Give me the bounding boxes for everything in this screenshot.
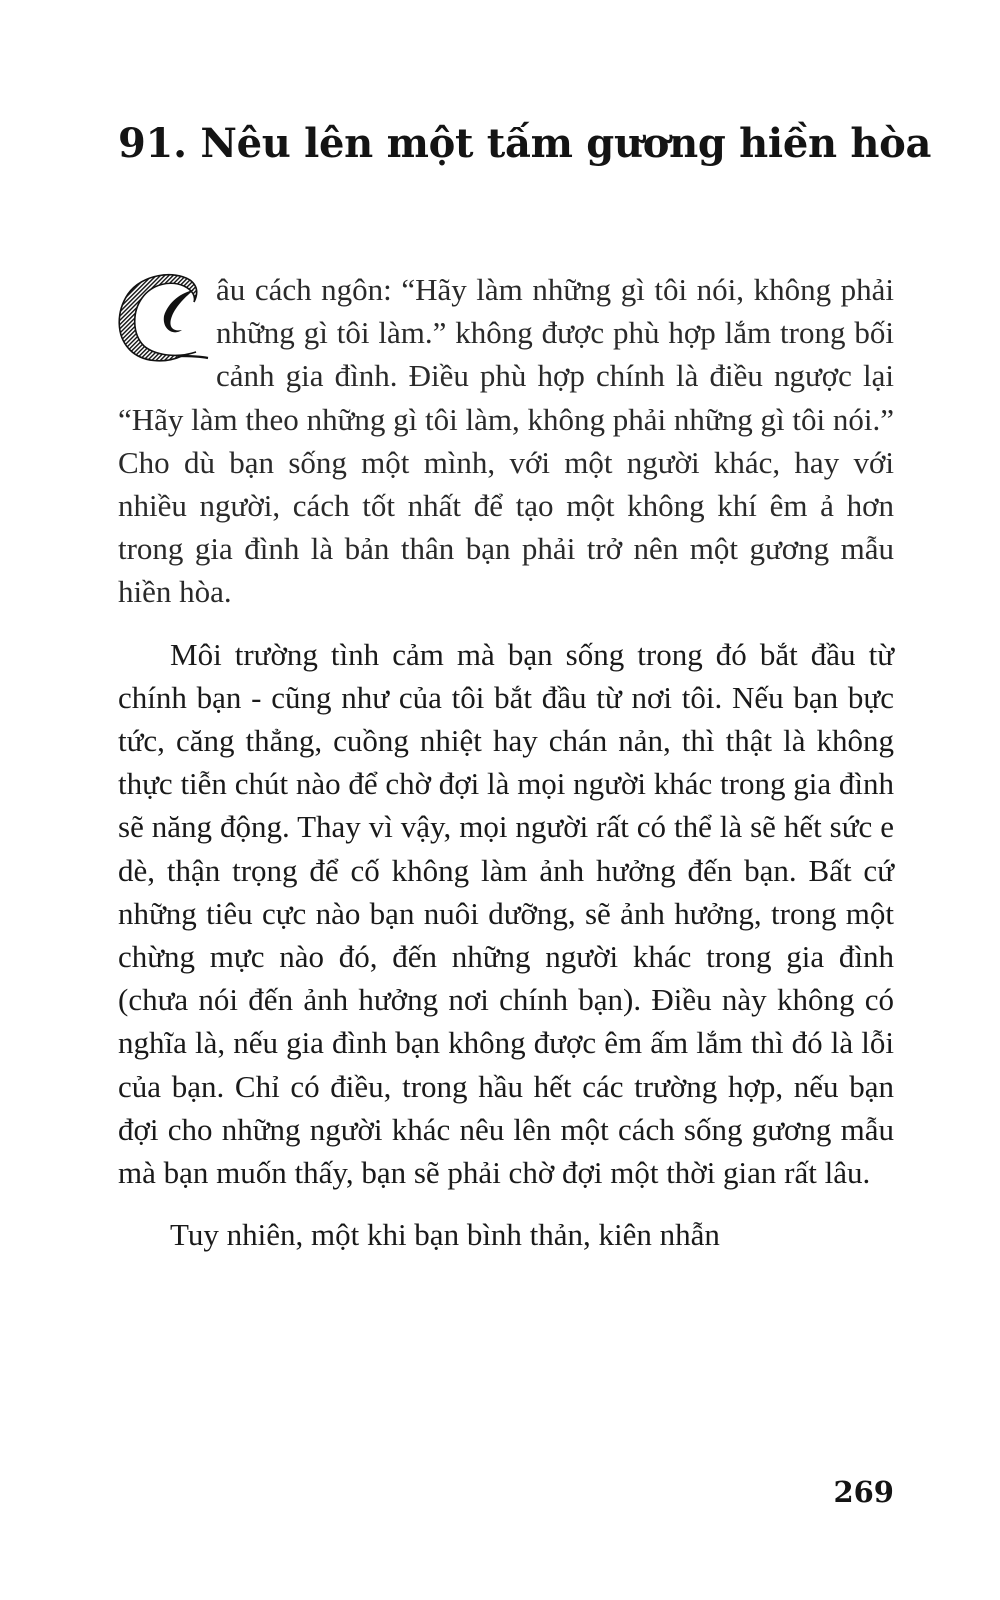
book-page — [118, 0, 932, 1600]
page-number: 269 — [833, 1475, 894, 1509]
dropcap-letter-c — [112, 272, 212, 364]
chapter-title: 91. Nêu lên một tấm gương hiền hòa — [118, 120, 932, 167]
dropcap-glyph — [112, 272, 212, 364]
paragraph-3: Tuy nhiên, một khi bạn bình thản, kiên nhẫn — [170, 1217, 720, 1253]
paragraph-2: Môi trường tình cảm mà bạn sống trong đó bắt đầu từ chính bạn - cũng như của tôi bắt đầu từ nơi tôi. Nếu bạn bực tức, căng thẳng, cuồng nhiệt hay chán nản, thì thật là không thực tiễn chút nào để chờ đợi là mọi người khác trong gia đình sẽ năng động. Thay vì vậy, mọi người rất có thể là sẽ hết sức e dè, thận trọng để cố không làm ảnh hưởng đến bạn. Bất cứ những tiêu cực nào bạn nuôi dưỡng, sẽ ảnh hưởng, trong một chừng mực nào đó, đến những người khác trong gia đình (chưa nói đến ảnh hưởng nơi chính bạn). Điều này không có nghĩa là, nếu gia đình bạn không được êm ấm lắm thì đó là lỗi của bạn. Chỉ có điều, trong hầu hết các trường hợp, nếu bạn đợi cho những người khác nêu lên một cách sống gương mẫu mà bạn muốn thấy, bạn sẽ phải chờ đợi một thời gian rất lâu. — [118, 636, 894, 1191]
paragraph-1: âu cách ngôn: “Hãy làm những gì tôi nói, không phải những gì tôi làm.” không được phù hợp lắm trong bối cảnh gia đình. Điều phù hợp chính là điều ngược lại “Hãy làm theo những gì tôi làm, không phải những gì tôi nói.” Cho dù bạn sống một mình, với một người khác, hay với nhiều người, cách tốt nhất để tạo một không khí êm ả hơn trong gia đình là bản thân bạn phải trở nên một gương mẫu hiền hòa. — [118, 268, 894, 614]
body-text — [118, 268, 894, 1275]
